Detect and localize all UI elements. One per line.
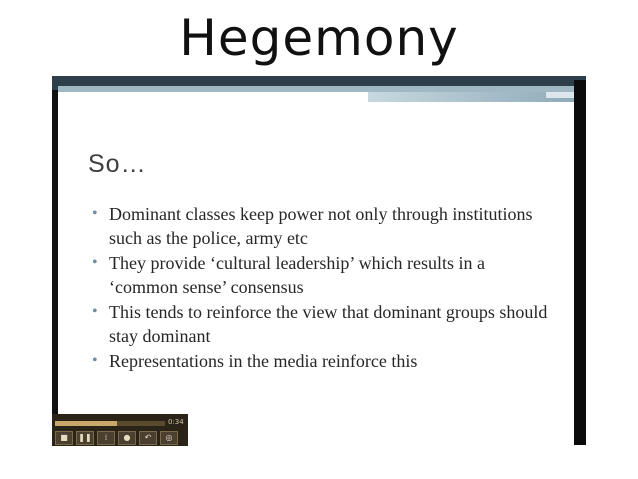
bullet-icon: • [92,254,98,271]
bullet-item [92,202,552,250]
bullet-text: Dominant classes keep power not only through institutions such as the police, army etc [109,204,533,248]
bullet-icon: • [92,303,98,320]
bullet-text: They provide ‘cultural leadership’ which results in a ‘common sense’ consensus [109,253,486,297]
video-right-edge [574,80,586,445]
settings-icon[interactable]: ◎ [160,431,178,445]
pause-icon[interactable]: ❚❚ [76,431,94,445]
bullet-item [92,349,552,373]
bullet-text: Representations in the media reinforce this [109,351,418,371]
rewind-icon[interactable]: ↶ [139,431,157,445]
bullet-item [92,251,552,299]
bullet-icon: • [92,352,98,369]
player-time: 0:34 [168,418,184,426]
page-title: Hegemony [179,9,459,67]
mic-icon[interactable]: ⁞ [97,431,115,445]
stop-icon[interactable]: ■ [55,431,73,445]
bullet-icon: • [92,205,98,222]
player-progress-fill [55,421,117,426]
bullet-item [92,300,552,348]
slide-heading: So… [88,150,147,178]
bullet-text: This tends to reinforce the view that dominant groups should stay dominant [109,302,548,346]
slide-bullet-list [92,202,552,374]
record-icon[interactable]: ● [118,431,136,445]
